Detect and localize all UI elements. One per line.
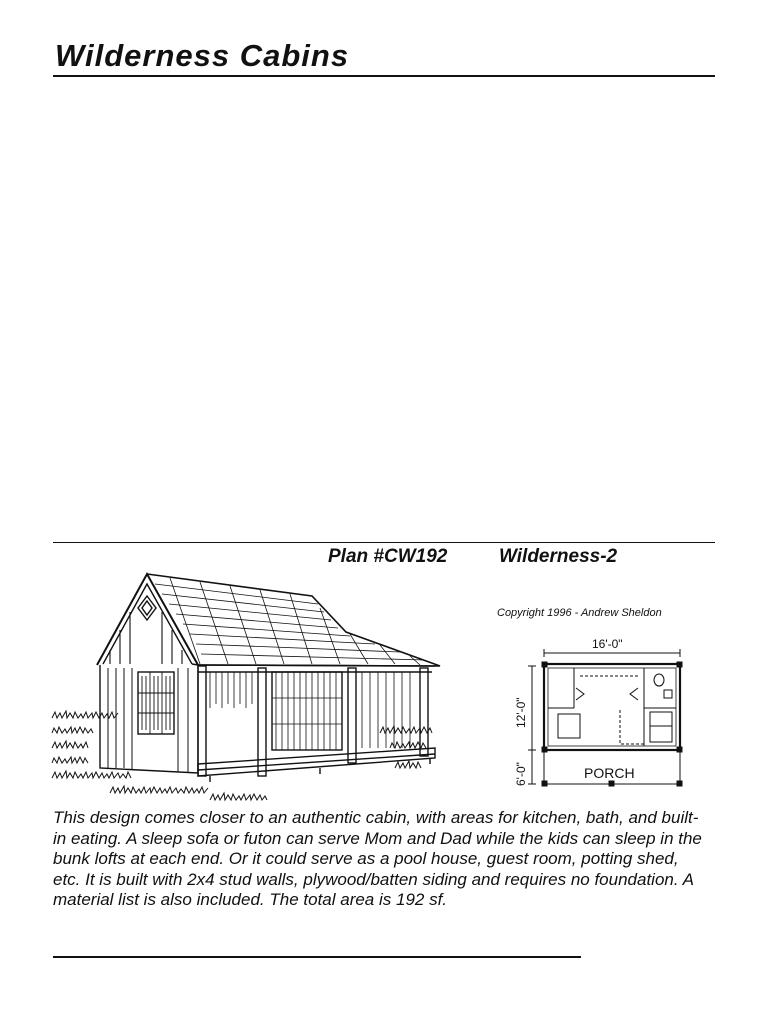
grass-ground	[52, 711, 432, 800]
plan-description: This design comes closer to an authentic cabin, with areas for kitchen, bath, and built-in eating. A sleep sofa or futon can serve Mom and Dad while the kids can sleep in the bunk lofts at each end. Or it could serve as a pool house, guest room, potting shed, etc. It is built with 2x4 stud walls, plywood/batten siding and requires no foundation. A material list is also included. The total area is 192 sf.	[53, 808, 702, 909]
plan-number: Plan #CW192	[328, 546, 448, 567]
bottom-rule	[53, 956, 581, 958]
roof-shingles	[155, 578, 425, 665]
floor-plan	[510, 636, 685, 794]
main-depth-dimension: 12'-0"	[514, 697, 528, 728]
section-divider	[53, 542, 715, 543]
copyright-notice: Copyright 1996 - Andrew Sheldon	[497, 607, 662, 619]
width-dimension: 16'-0"	[592, 637, 623, 651]
porch-depth-dimension: 6'-0"	[514, 762, 528, 786]
porch-label: PORCH	[584, 765, 635, 781]
page-title: Wilderness Cabins	[55, 38, 350, 73]
title-underline	[53, 75, 715, 77]
plan-name: Wilderness-2	[499, 546, 618, 567]
cabin-sketch	[50, 568, 465, 808]
